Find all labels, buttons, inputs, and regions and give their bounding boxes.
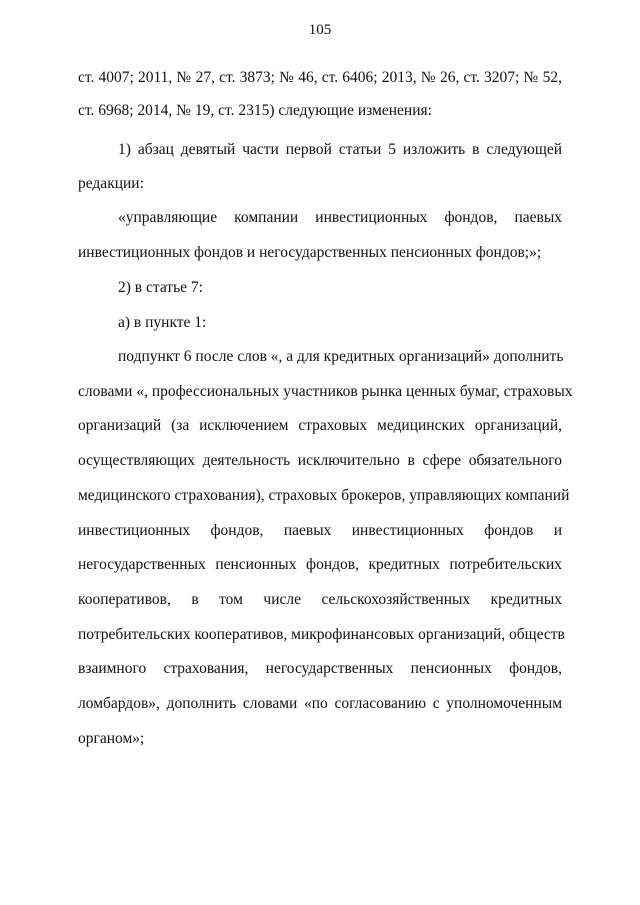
page-number: 105 bbox=[308, 22, 332, 38]
text-line: медицинского страхования), страховых брокеров, управляющих компаний bbox=[78, 487, 570, 504]
text-line: словами «, профессиональных участников рынка ценных бумаг, страховых bbox=[78, 383, 573, 400]
text-line: организаций (за исключением страховых медицинских организаций, bbox=[78, 417, 562, 434]
text-line: 2) в статье 7: bbox=[118, 279, 203, 296]
text-line: редакции: bbox=[78, 175, 144, 192]
text-line: потребительских кооперативов, микрофинансовых организаций, обществ bbox=[78, 626, 565, 643]
text-line: «управляющие компании инвестиционных фондов, паевых bbox=[118, 209, 562, 226]
text-line: ломбардов», дополнить словами «по согласованию с уполномоченным bbox=[78, 695, 562, 712]
text-line: кооперативов, в том числе сельскохозяйственных кредитных bbox=[78, 591, 562, 608]
text-line: ст. 4007; 2011, № 27, ст. 3873; № 46, ст. 6406; 2013, № 26, ст. 3207; № 52, bbox=[78, 69, 562, 86]
text-line: а) в пункте 1: bbox=[118, 314, 207, 331]
text-line: ст. 6968; 2014, № 19, ст. 2315) следующие изменения: bbox=[78, 102, 432, 119]
text-line: негосударственных пенсионных фондов, кредитных потребительских bbox=[78, 556, 562, 573]
text-line: осуществляющих деятельность исключительно в сфере обязательного bbox=[78, 452, 562, 469]
text-line: взаимного страхования, негосударственных пенсионных фондов, bbox=[78, 660, 562, 677]
text-line: инвестиционных фондов и негосударственных пенсионных фондов;»; bbox=[78, 244, 542, 261]
text-line: органом»; bbox=[78, 730, 145, 747]
text-line: подпункт 6 после слов «, а для кредитных организаций» дополнить bbox=[118, 348, 564, 365]
text-line: инвестиционных фондов, паевых инвестиционных фондов и bbox=[78, 522, 562, 539]
text-line: 1) абзац девятый части первой статьи 5 изложить в следующей bbox=[118, 141, 562, 158]
